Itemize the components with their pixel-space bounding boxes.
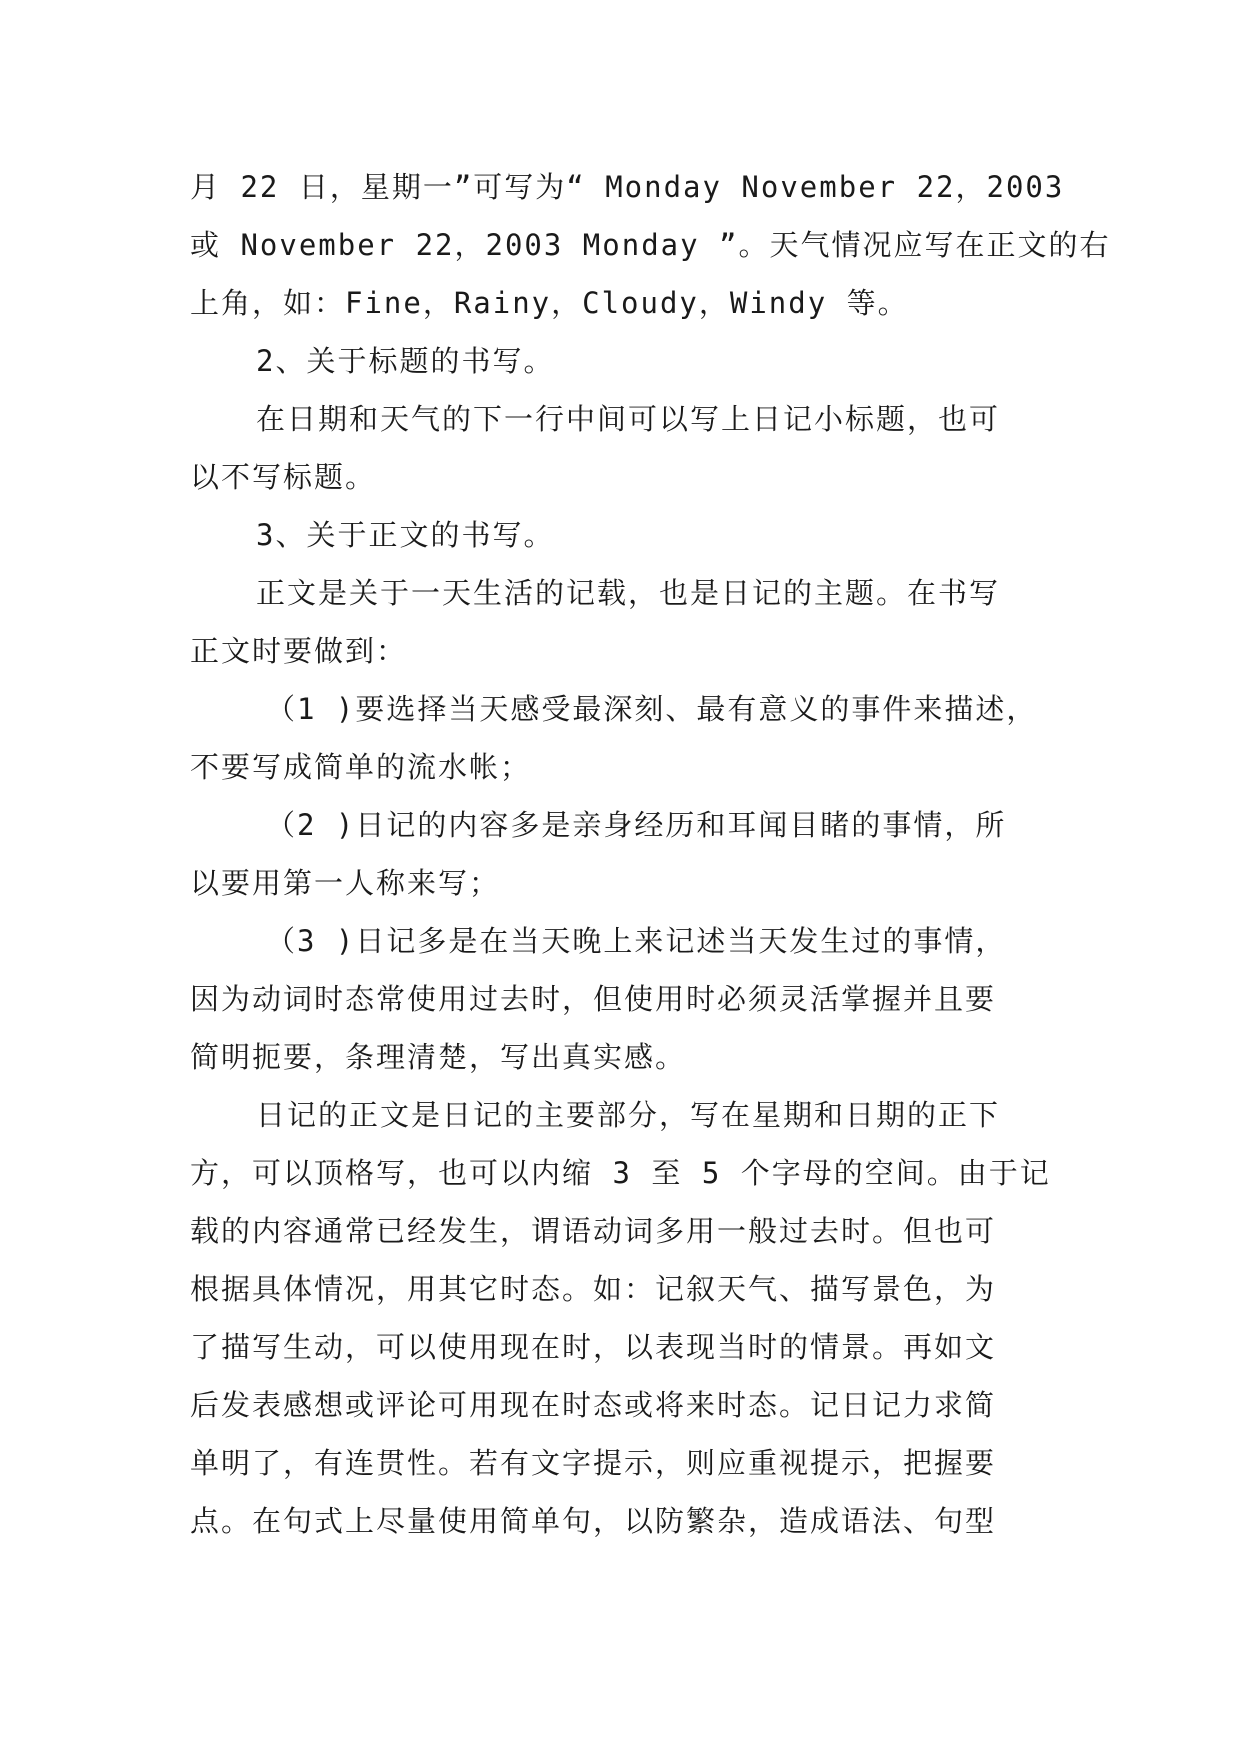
text-line: 日记的正文是日记的主要部分，写在星期和日期的正下 [256,1098,1001,1132]
text-line: 正文时要做到： [190,634,408,668]
text-line: 以要用第一人称来写； [190,866,501,900]
text-line: 方，可以顶格写，也可以内缩 3 至 5 个字母的空间。由于记 [190,1156,1051,1190]
text-line: 正文是关于一天生活的记载，也是日记的主题。在书写 [256,576,1001,610]
text-line: 根据具体情况，用其它时态。如：记叙天气、描写景色，为 [190,1272,997,1306]
text-line: 月 22 日，星期一”可写为“ Monday November 22，2003 [190,170,1065,204]
section-heading-title: 2、关于标题的书写。 [256,344,555,378]
text-line: 不要写成简单的流水帐； [190,750,532,784]
text-line: 了描写生动，可以使用现在时，以表现当时的情景。再如文 [190,1330,997,1364]
text-line: 点。在句式上尽量使用简单句，以防繁杂，造成语法、句型 [190,1504,997,1538]
text-line: 载的内容通常已经发生，谓语动词多用一般过去时。但也可 [190,1214,997,1248]
text-line: 简明扼要，条理清楚，写出真实感。 [190,1040,687,1074]
section-heading-body: 3、关于正文的书写。 [256,518,555,552]
text-line: 后发表感想或评论可用现在时态或将来时态。记日记力求简 [190,1388,997,1422]
text-line: 以不写标题。 [190,460,377,494]
document-body [190,158,1111,1550]
list-item-2: （2 )日记的内容多是亲身经历和耳闻目睹的事情，所 [266,808,1007,842]
list-item-1: （1 )要选择当天感受最深刻、最有意义的事件来描述， [266,692,1038,726]
text-line: 或 November 22，2003 Monday ”。天气情况应写在正文的右 [190,228,1111,262]
list-item-3: （3 )日记多是在当天晚上来记述当天发生过的事情， [266,924,1007,958]
text-line: 因为动词时态常使用过去时，但使用时必须灵活掌握并且要 [190,982,997,1016]
text-line: 上角，如：Fine，Rainy，Cloudy，Windy 等。 [190,286,909,320]
text-line: 单明了，有连贯性。若有文字提示，则应重视提示，把握要 [190,1446,997,1480]
text-line: 在日期和天气的下一行中间可以写上日记小标题，也可 [256,402,1001,436]
